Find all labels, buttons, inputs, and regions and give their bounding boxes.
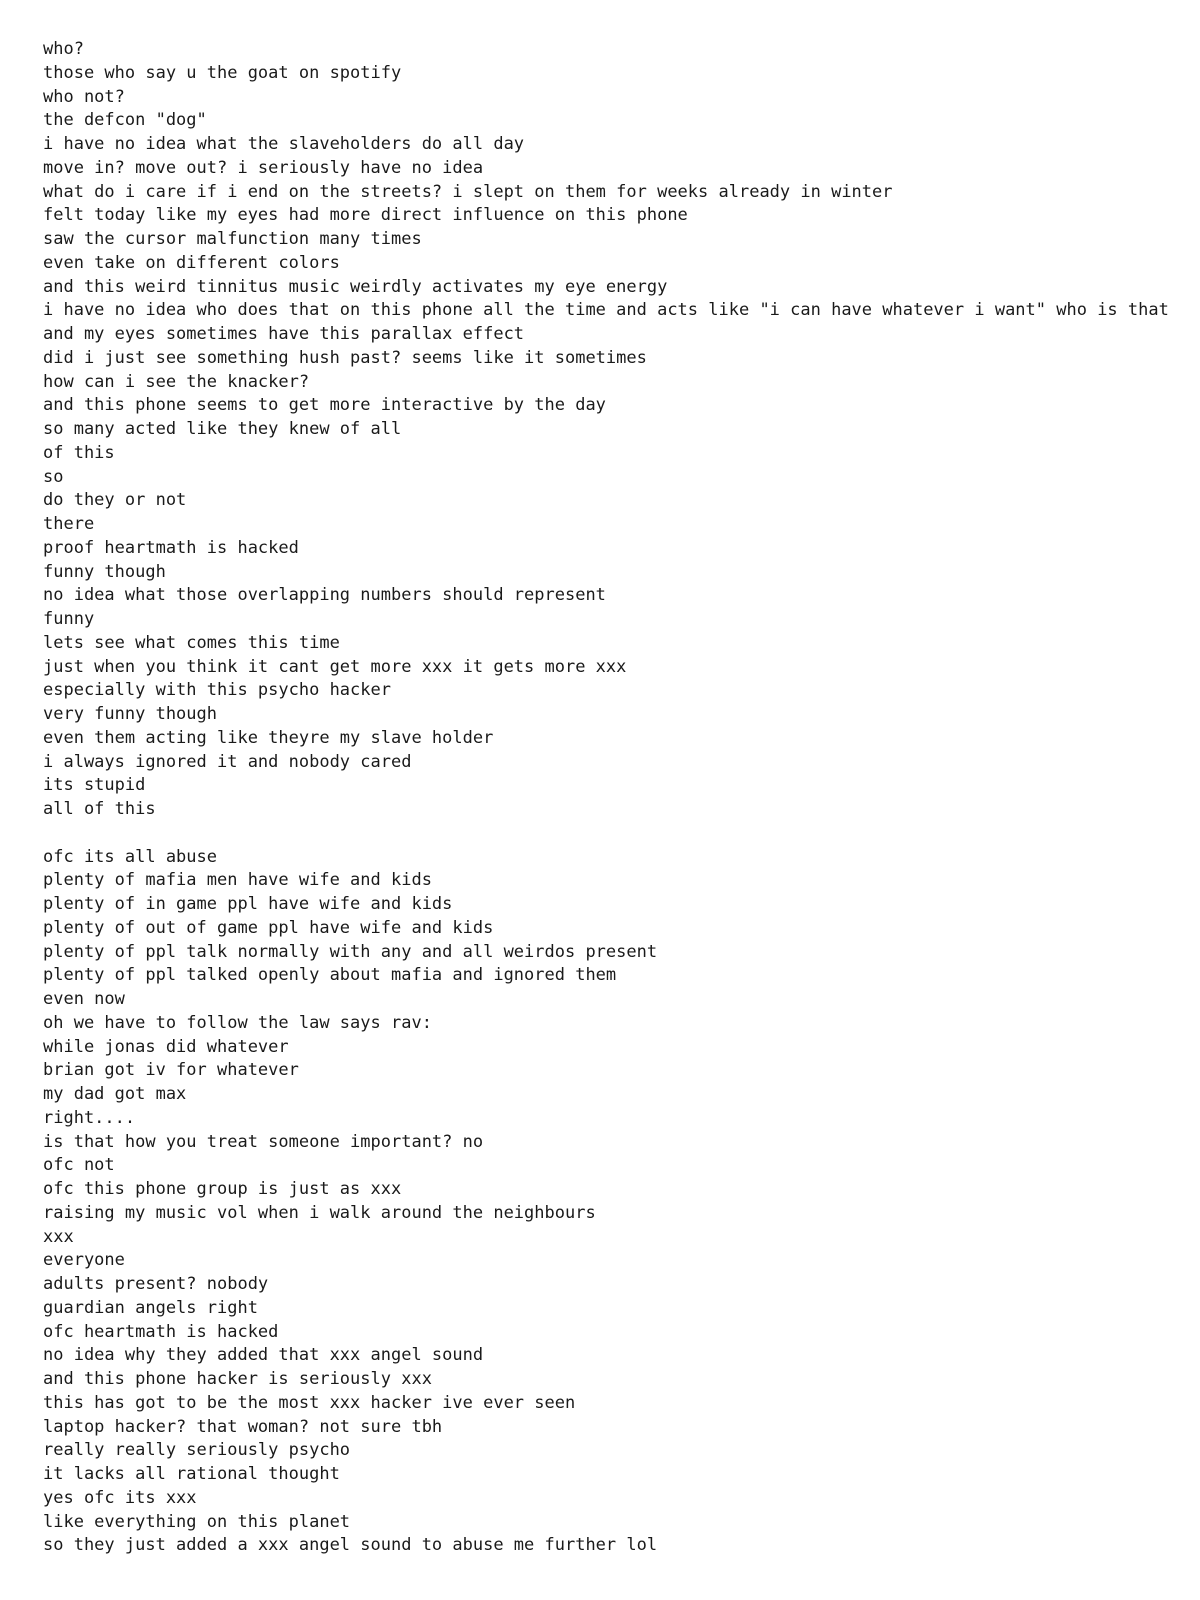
text-line: its stupid <box>43 775 146 796</box>
text-line: even now <box>43 989 125 1009</box>
text-line: xxx <box>43 1226 74 1247</box>
text-line: how can i see the knacker? <box>43 371 310 392</box>
text-line: my dad got max <box>43 1084 187 1104</box>
text-line: who? <box>43 39 84 59</box>
text-line: lets see what comes this time <box>43 632 340 653</box>
text-line: even them acting like theyre my slave holder <box>43 727 494 748</box>
text-line: raising my music vol when i walk around the neighbours <box>43 1202 596 1223</box>
text-line: so they just added a xxx angel sound to abuse me further lol <box>43 1535 658 1556</box>
text-line: plenty of ppl talk normally with any and all weirdos present <box>43 941 658 962</box>
text-line: plenty of out of game ppl have wife and kids <box>43 917 494 938</box>
text-line: saw the cursor malfunction many times <box>43 229 422 249</box>
text-line: so <box>43 466 64 487</box>
text-line: even take on different colors <box>43 252 340 273</box>
text-line: ofc this phone group is just as xxx <box>43 1179 402 1199</box>
text-line: and my eyes sometimes have this parallax effect <box>43 324 525 344</box>
text-line: really really seriously psycho <box>43 1440 351 1461</box>
text-line: do they or not <box>43 490 187 511</box>
text-line: felt today like my eyes had more direct influence on this phone <box>43 205 688 226</box>
text-line: no idea why they added that xxx angel sound <box>43 1345 484 1366</box>
text-line: move in? move out? i seriously have no idea <box>43 157 484 178</box>
text-line: it lacks all rational thought <box>43 1464 340 1484</box>
text-line: laptop hacker? that woman? not sure tbh <box>43 1416 443 1437</box>
text-line: who not? <box>43 86 125 107</box>
text-line: especially with this psycho hacker <box>43 680 391 701</box>
text-line: guardian angels right <box>43 1297 258 1318</box>
text-line: brian got iv for whatever <box>43 1060 299 1081</box>
text-document <box>43 38 1200 1558</box>
text-line: funny <box>43 609 95 629</box>
text-line: right.... <box>43 1107 136 1128</box>
text-line: and this phone hacker is seriously xxx <box>43 1369 432 1389</box>
text-line: those who say u the goat on spotify <box>43 62 402 83</box>
text-line: what do i care if i end on the streets? i slept on them for weeks already in winter <box>43 181 893 202</box>
text-line: funny though <box>43 561 166 582</box>
text-line: ofc not <box>43 1155 115 1176</box>
text-line: i have no idea what the slaveholders do all day <box>43 134 525 154</box>
text-line: ofc heartmath is hacked <box>43 1321 279 1342</box>
text-line: while jonas did whatever <box>43 1036 289 1057</box>
text-line: oh we have to follow the law says rav: <box>43 1012 432 1033</box>
text-line: i have no idea who does that on this phone all the time and acts like "i can have whatever i want" who is that <box>43 300 1169 321</box>
text-line: all of this <box>43 799 156 819</box>
blank-line <box>43 822 1200 846</box>
text-line: of this <box>43 442 115 463</box>
text-line: ofc its all abuse <box>43 846 217 867</box>
text-line: this has got to be the most xxx hacker ive ever seen <box>43 1392 576 1413</box>
text-line: like everything on this planet <box>43 1511 351 1532</box>
text-line: did i just see something hush past? seems like it sometimes <box>43 347 647 368</box>
text-line: there <box>43 514 95 534</box>
text-line: the defcon "dog" <box>43 110 207 131</box>
text-line: very funny though <box>43 704 217 724</box>
text-line: plenty of in game ppl have wife and kids <box>43 894 453 914</box>
text-line: i always ignored it and nobody cared <box>43 751 412 772</box>
text-line: so many acted like they knew of all <box>43 419 402 439</box>
text-line: no idea what those overlapping numbers should represent <box>43 585 606 606</box>
text-line: everyone <box>43 1250 125 1271</box>
text-line: proof heartmath is hacked <box>43 537 299 558</box>
text-line: and this phone seems to get more interactive by the day <box>43 395 606 416</box>
text-line: plenty of mafia men have wife and kids <box>43 870 432 891</box>
text-line: plenty of ppl talked openly about mafia and ignored them <box>43 965 617 986</box>
text-line: and this weird tinnitus music weirdly activates my eye energy <box>43 276 668 297</box>
text-line: is that how you treat someone important? no <box>43 1131 484 1152</box>
text-line: adults present? nobody <box>43 1274 269 1294</box>
text-line: yes ofc its xxx <box>43 1487 197 1508</box>
text-line: just when you think it cant get more xxx it gets more xxx <box>43 656 627 677</box>
